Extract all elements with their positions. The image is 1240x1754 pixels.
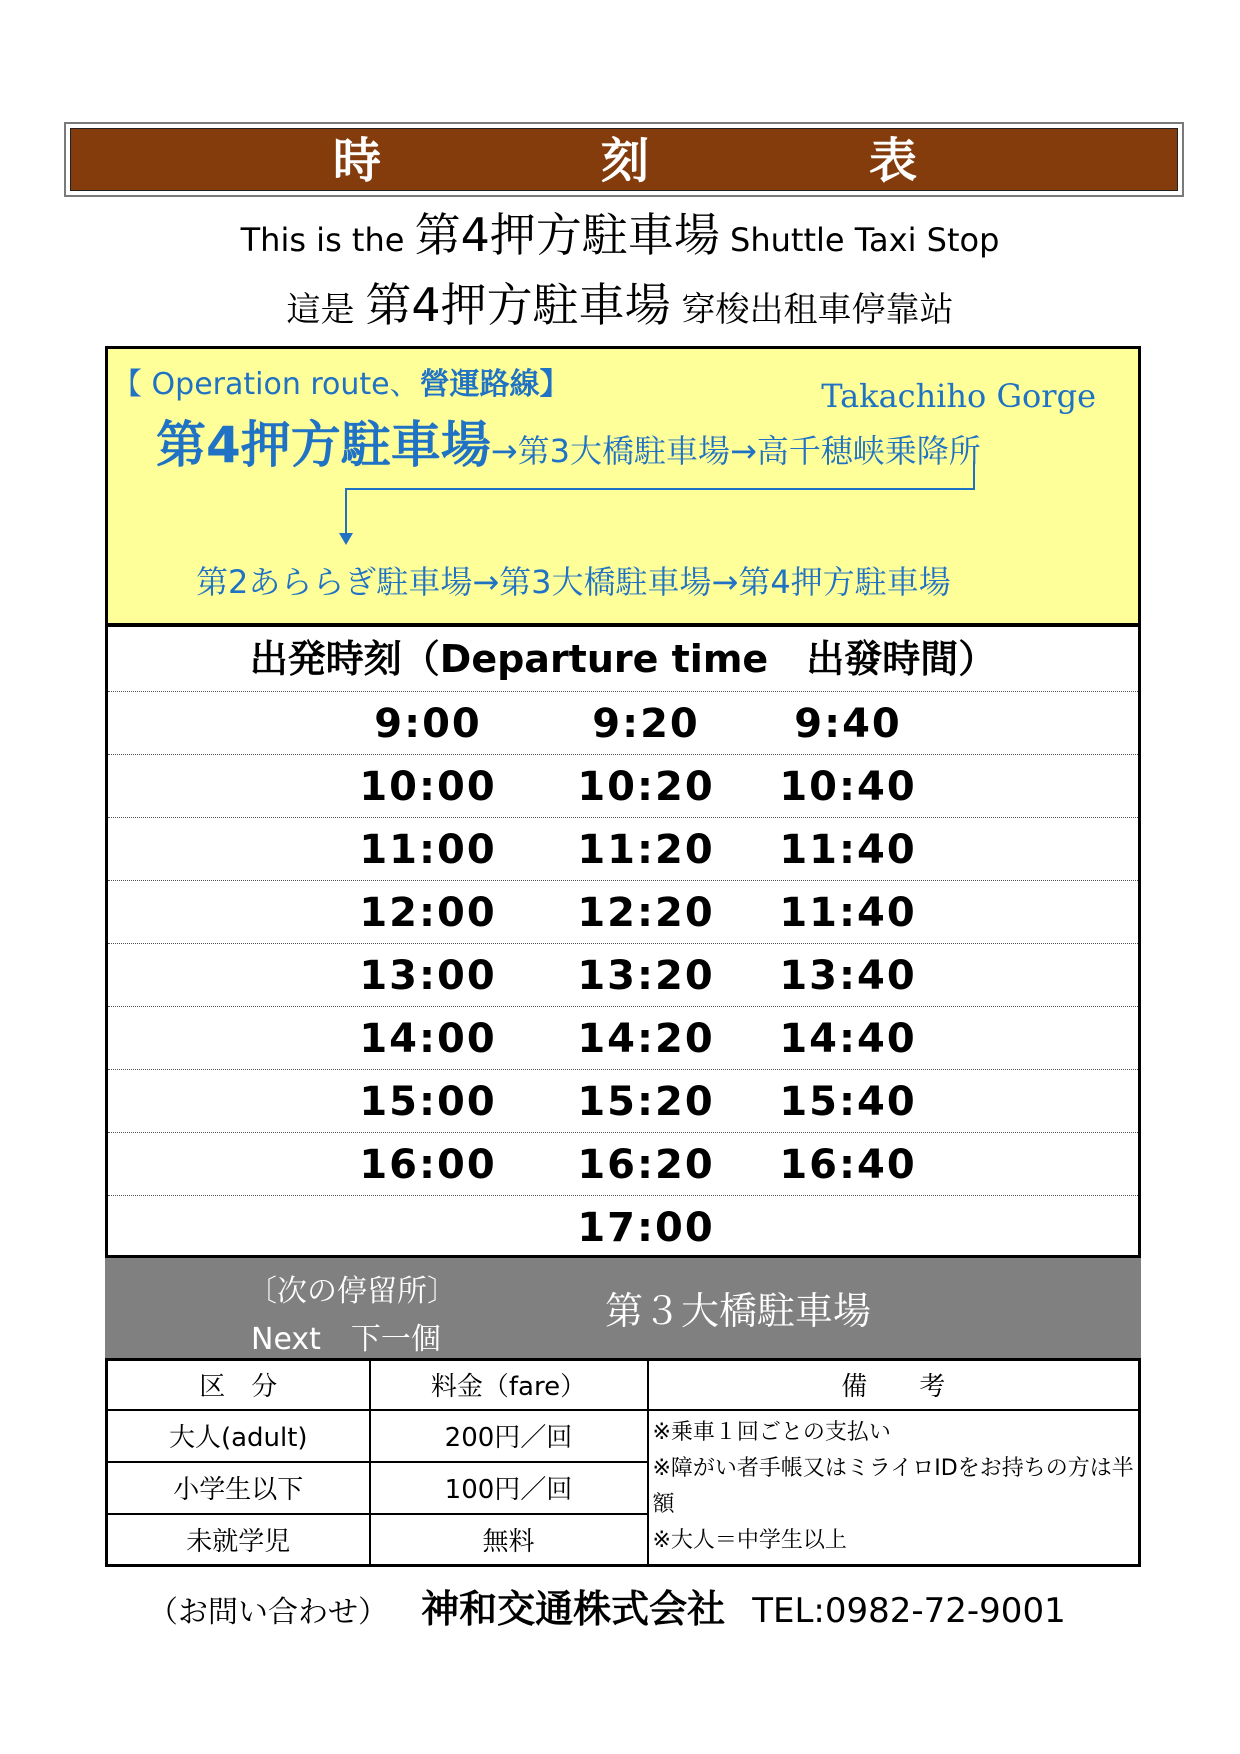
departure-time: 16:20 (577, 1142, 715, 1188)
fare-amount: 無料 (370, 1514, 648, 1566)
departure-row (108, 1069, 1138, 1134)
departure-header: 出発時刻（Departure time 出發時間） (249, 637, 997, 681)
fare-note: ※障がい者手帳又はミライロIDをお持ちの方は半額 (652, 1455, 1134, 1517)
departure-time: 15:40 (779, 1079, 917, 1125)
fare-category: 小学生以下 (107, 1462, 370, 1514)
contact-company: 神和交通株式会社 (421, 1587, 726, 1631)
fare-header-category: 区 分 (107, 1360, 370, 1410)
departure-row (108, 691, 1138, 756)
intro-stop-name: 第4押方駐車場 (414, 208, 720, 262)
departure-time: 13:20 (577, 953, 715, 999)
departure-time: 10:20 (577, 764, 715, 810)
route-heading-bold: 營運路線】 (419, 367, 570, 402)
fare-row (107, 1410, 1140, 1462)
departure-table (105, 624, 1141, 1258)
departure-row (108, 880, 1138, 945)
next-stop-bar (105, 1258, 1141, 1358)
route-line1-rest: →第3大橋駐車場→高千穂峡乗降所 (490, 432, 981, 470)
departure-time: 15:00 (359, 1079, 497, 1125)
departure-row (108, 817, 1138, 882)
departure-time: 10:40 (779, 764, 917, 810)
title-char-2: 刻 (601, 133, 650, 189)
departure-row (108, 943, 1138, 1008)
intro-en-prefix: This is the (240, 221, 405, 259)
route-line1-start: 第4押方駐車場 (156, 416, 491, 474)
intro-zh-stop-name: 第4押方駐車場 (365, 278, 671, 332)
departure-time: 11:20 (577, 827, 715, 873)
title-char-1: 時 (333, 133, 382, 189)
departure-time: 9:40 (794, 701, 902, 747)
departure-time: 15:20 (577, 1079, 715, 1125)
departure-row (108, 1006, 1138, 1071)
departure-time: 14:40 (779, 1016, 917, 1062)
departure-time: 13:00 (359, 953, 497, 999)
departure-time: 9:20 (592, 701, 700, 747)
contact-line (148, 1578, 1066, 1633)
route-heading-normal: 【 Operation route、 (112, 367, 420, 402)
departure-row (108, 1195, 1138, 1260)
departure-time: 14:20 (577, 1016, 715, 1062)
fare-header-row (107, 1360, 1140, 1410)
next-stop-name: 第３大橋駐車場 (605, 1289, 872, 1333)
contact-inquiry-label: （お問い合わせ） (148, 1595, 388, 1630)
route-takachiho-label: Takachiho Gorge (821, 377, 1096, 415)
departure-time: 13:40 (779, 953, 917, 999)
departure-time: 11:00 (359, 827, 497, 873)
fare-table (105, 1358, 1141, 1567)
departure-time: 11:40 (779, 827, 917, 873)
title-banner-fill (70, 128, 1178, 191)
next-stop-label-ja: 〔次の停留所〕 (247, 1274, 457, 1309)
fare-notes (648, 1410, 1140, 1566)
contact-phone: TEL:0982-72-9001 (752, 1591, 1066, 1631)
departure-time: 14:00 (359, 1016, 497, 1062)
title-char-3: 表 (869, 133, 918, 189)
departure-time: 10:00 (359, 764, 497, 810)
next-stop-label-en: Next 下一個 (251, 1322, 441, 1357)
intro-zh-prefix: 這是 (286, 290, 355, 330)
departure-time: 16:40 (779, 1142, 917, 1188)
route-line-2: 第2あららぎ駐車場→第3大橋駐車場→第4押方駐車場 (196, 563, 951, 601)
intro-en-suffix: Shuttle Taxi Stop (730, 221, 1000, 259)
departure-time: 11:40 (779, 890, 917, 936)
fare-category: 大人(adult) (107, 1410, 370, 1462)
intro-chinese-line (0, 277, 1240, 338)
intro-zh-suffix: 穿梭出租車停靠站 (681, 290, 954, 330)
departure-time: 12:20 (577, 890, 715, 936)
departure-time: 9:00 (374, 701, 482, 747)
departure-row (108, 1132, 1138, 1197)
departure-time: 12:00 (359, 890, 497, 936)
departure-time: 17:00 (577, 1205, 715, 1251)
fare-note: ※乗車１回ごとの支払い (652, 1419, 891, 1445)
intro-english-line (0, 207, 1240, 268)
fare-amount: 100円／回 (370, 1462, 648, 1514)
fare-header-fare: 料金（fare） (370, 1360, 648, 1410)
fare-category: 未就学児 (107, 1514, 370, 1566)
departure-time: 16:00 (359, 1142, 497, 1188)
fare-header-notes: 備 考 (648, 1360, 1140, 1410)
route-box (105, 346, 1141, 626)
departure-row (108, 754, 1138, 819)
fare-amount: 200円／回 (370, 1410, 648, 1462)
fare-note: ※大人＝中学生以上 (652, 1527, 847, 1553)
title-banner (64, 122, 1184, 197)
